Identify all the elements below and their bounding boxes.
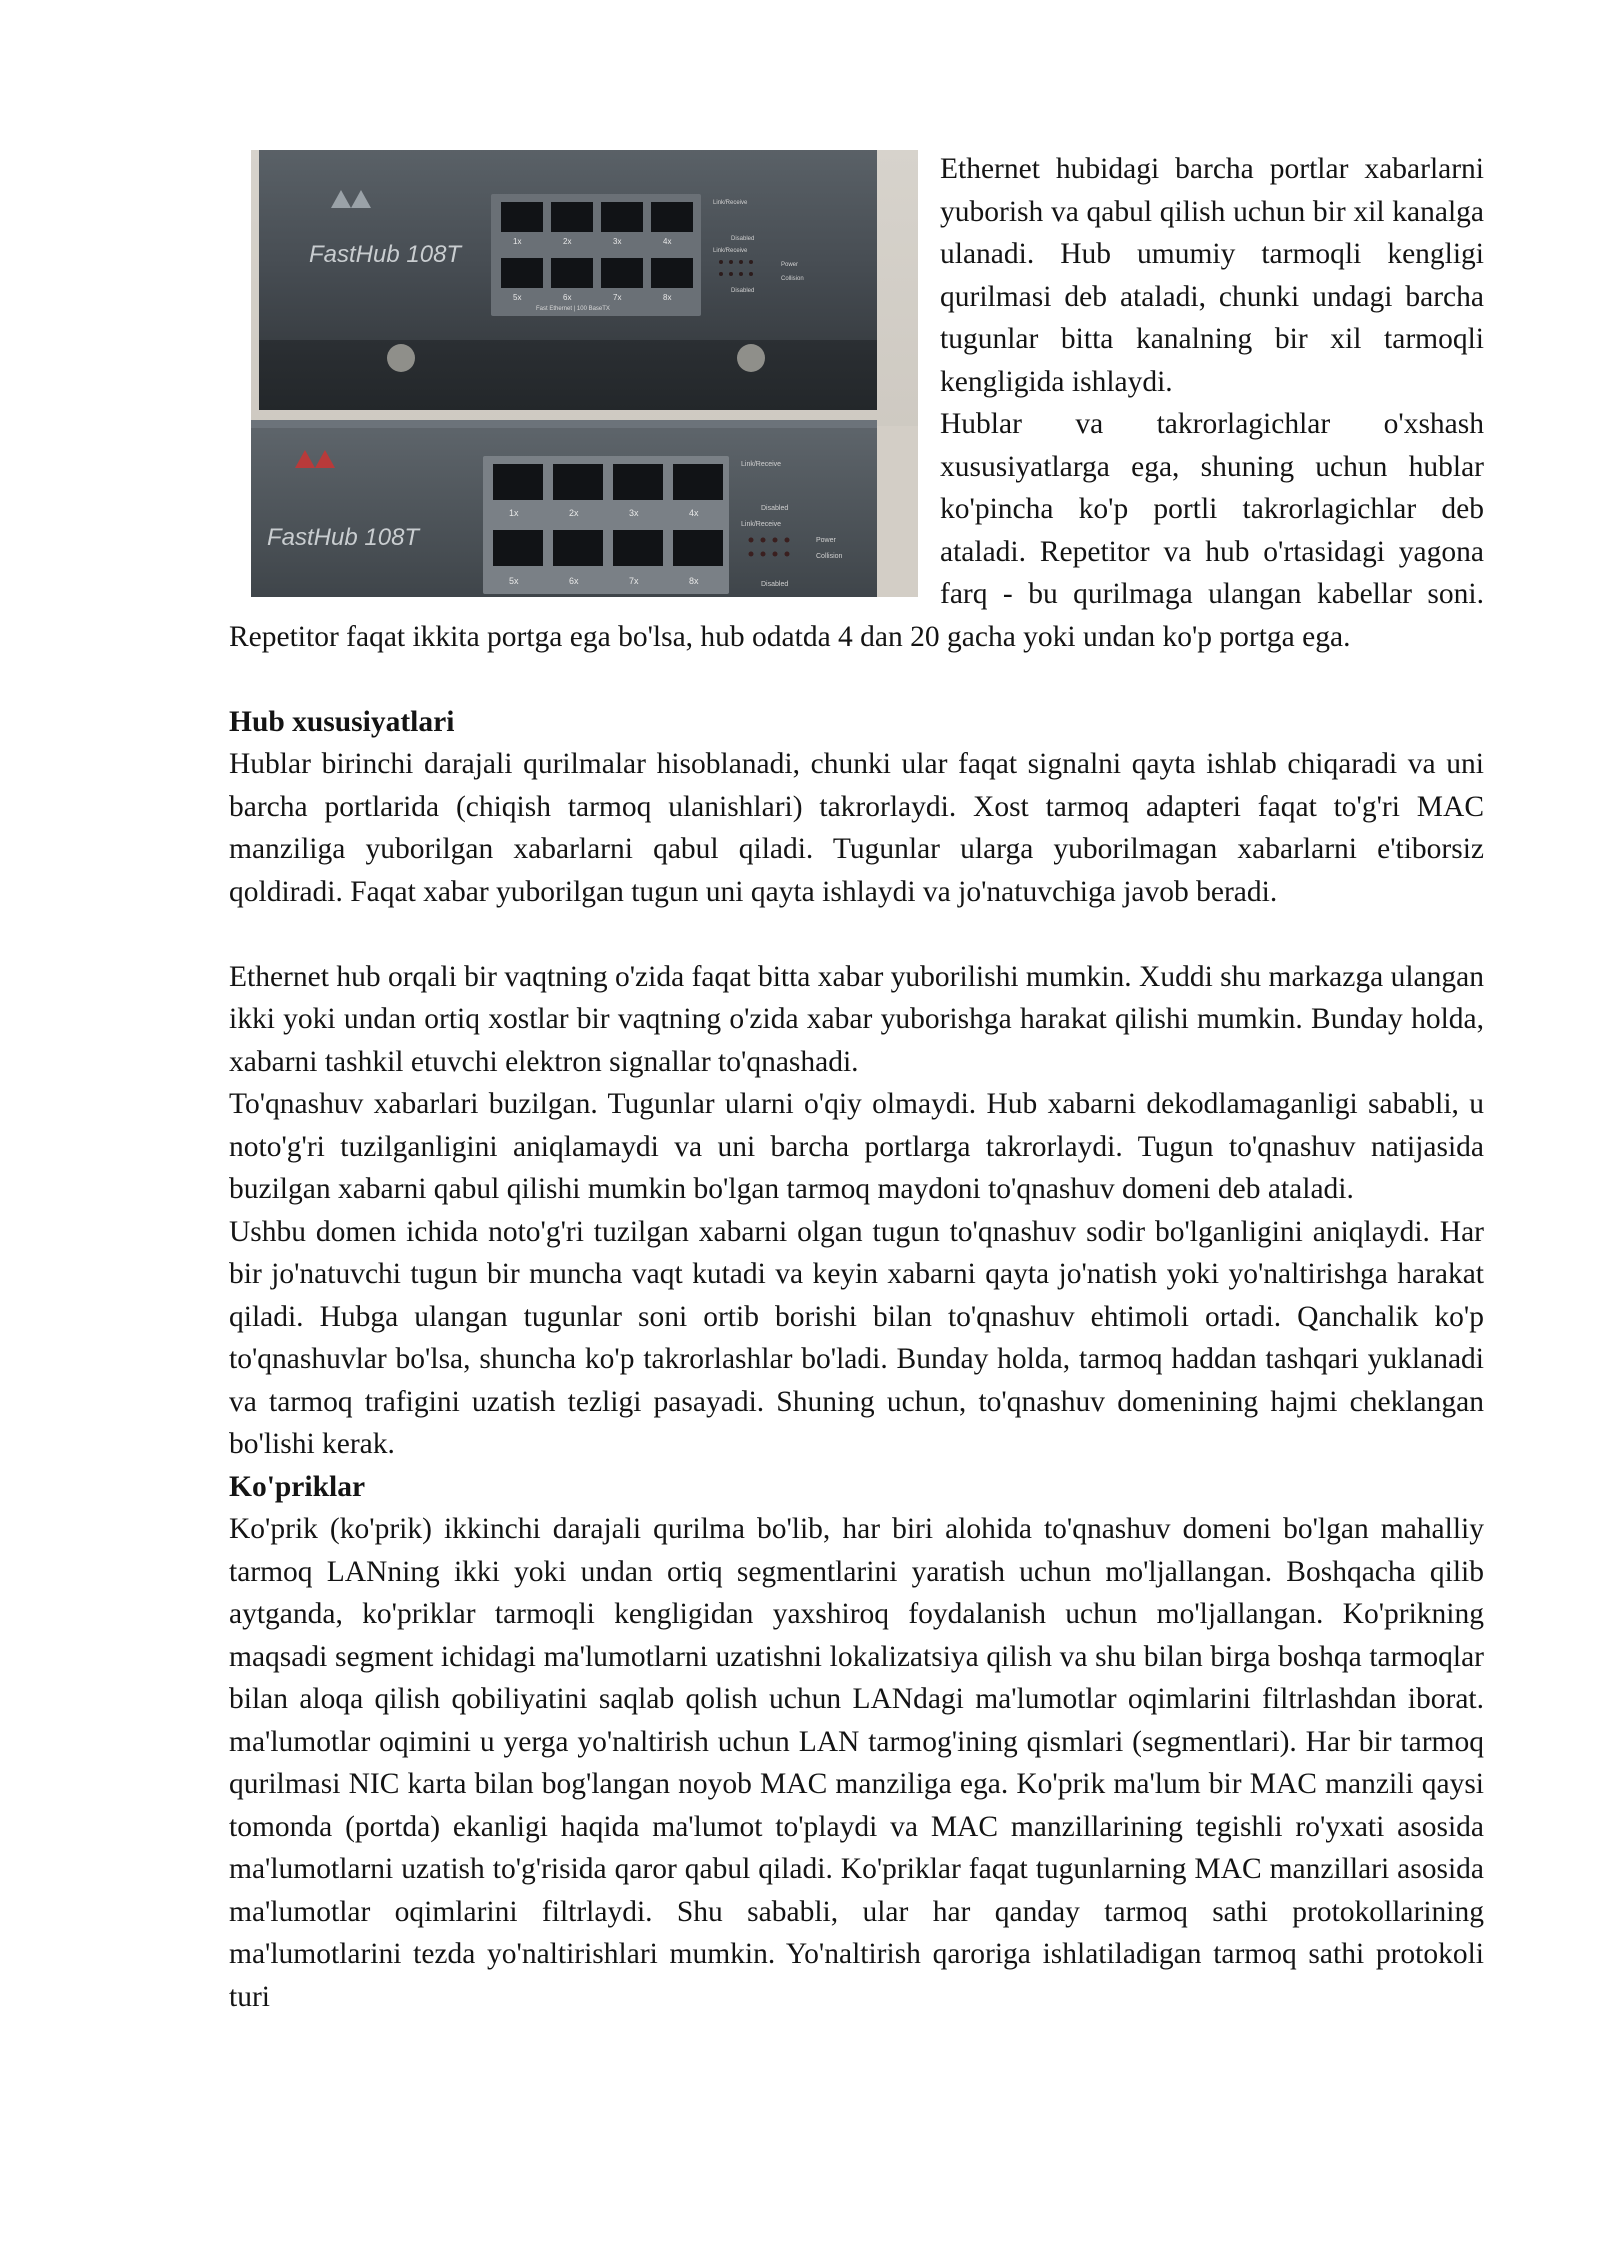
port-label: 5x — [513, 293, 522, 302]
status-label: Power — [781, 262, 799, 268]
status-label: Collision — [781, 276, 804, 282]
port-label: 8x — [689, 576, 699, 586]
port-label: 4x — [663, 237, 672, 246]
port-label: 4x — [689, 508, 699, 518]
port-label: 7x — [613, 293, 622, 302]
spacer — [229, 658, 1484, 701]
status-label: Power — [816, 537, 836, 544]
hub-paragraph-3: To'qnashuv xabarlari buzilgan. Tugunlar ularni o'qiy olmaydi. Hub xabarni dekodlamaganligi sababli, u noto'g'ri tuzilganligini aniqlamaydi va uni barcha portlarga takrorlaydi. Tugun to'qnashuv natijasida buzilgan xabarni qabul qilishi mumkin bo'lgan tarmoq maydoni to'qnashuv domeni deb ataladi. — [229, 1088, 1484, 1205]
port-label: 1x — [509, 508, 519, 518]
port-label: 2x — [563, 237, 572, 246]
port-label: 3x — [629, 508, 639, 518]
foot-left — [387, 344, 415, 372]
top-device-label: FastHub 108T — [309, 241, 462, 268]
hub-paragraph-1: Hublar birinchi darajali qurilmalar hisoblanadi, chunki ular faqat signalni qayta ishlab chiqaradi va uni barcha portlarida (chiqish tarmoq ulanishlari) takrorlaydi. Xost tarmoq adapteri faqat to'g'ri MAC manziliga yuborilgan xabarlarni qabul qiladi. Tugunlar ularga yuborilmagan xabarlarni e'tiborsiz qoldiradi. Faqat xabar yuborilgan tugun uni qayta ishlaydi va jo'natuvchiga javob beradi. — [229, 748, 1484, 908]
bottom-hub-device — [251, 420, 918, 597]
bottom-device-label: FastHub 108T — [267, 524, 420, 551]
status-label: Link/Receive — [741, 461, 782, 468]
hub-photo — [251, 150, 918, 597]
foot-right — [737, 344, 765, 372]
port-label: 7x — [629, 576, 639, 586]
intro-paragraph-2: Hublar va takrorlagichlar o'xshash xususiyatlarga ega, shuning uchun hublar ko'pincha ko'p portli takrorlagichlar deb ataladi. Repetitor va hub o'rtasidagi yagona farq - bu qurilmaga ulangan kabellar soni. Repetitor faqat ikkita portga ega bo'lsa, hub odatda 4 dan 20 gacha yoki undan ko'p portga ega. — [229, 408, 1484, 653]
hub-section-heading: Hub xususiyatlari — [229, 705, 455, 738]
port-label: 6x — [563, 293, 572, 302]
port-label: 2x — [569, 508, 579, 518]
port-label: 5x — [509, 576, 519, 586]
status-label: Link/Receive — [713, 200, 748, 206]
hub-paragraph-2: Ethernet hub orqali bir vaqtning o'zida faqat bitta xabar yuborilishi mumkin. Xuddi shu markazga ulangan ikki yoki undan ortiq xostlar bir vaqtning o'zida xabar yuborishga harakat qilishi mumkin. Bunday holda, xabarni tashkil etuvchi elektron signallar to'qnashadi. — [229, 960, 1484, 1078]
hub-paragraph-4: Ushbu domen ichida noto'g'ri tuzilgan xabarni olgan tugun to'qnashuv sodir bo'lganligini aniqlaydi. Har bir jo'natuvchi tugun bir muncha vaqt kutadi va keyin xabarni qayta jo'natish yoki yo'naltirishga harakat qiladi. Hubga ulangan tugunlar soni ortib borishi bilan to'qnashuv ehtimoli ortadi. Qanchalik ko'p to'qnashuvlar bo'lsa, shuncha ko'p takrorlashlar bo'ladi. Bunday holda, tarmoq haddan tashqari yuklanadi va tarmoq trafigini uzatish tezligi pasayadi. Shuning uchun, to'qnashuv domenining hajmi cheklangan bo'lishi kerak. — [229, 1215, 1484, 1460]
bridge-paragraph-1: Ko'prik (ko'prik) ikkinchi darajali qurilma bo'lib, har biri alohida to'qnashuv domeni bo'lgan mahalliy tarmoq LANning ikki yoki undan ortiq segmentlarini yaratish uchun mo'ljallangan. Boshqacha qilib aytganda, ko'priklar tarmoqli kengligidan yaxshiroq foydalanish uchun mo'ljallangan. Ko'prikning maqsadi segment ichidagi ma'lumotlarni uzatishni lokalizatsiya qilish va shu bilan birga boshqa tarmoqlar bilan aloqa qilish qobiliyatini saqlab qolish uchun LANdagi ma'lumotlar oqimlarini filtrlashdan iborat. ma'lumotlar oqimini u yerga yo'naltirish uchun LAN tarmog'ining qismlari (segmentlari). Har bir tarmoq qurilmasi NIC karta bilan bog'langan noyob MAC manziliga ega. Ko'prik ma'lum bir MAC manzili qaysi tomonda (portda) ekanligi haqida ma'lumot to'playdi va MAC manzillarining tegishli ro'yxati asosida ma'lumotlarni uzatish to'g'risida qaror qabul qiladi. Ko'priklar faqat tugunlarning MAC manzillari asosida ma'lumotlar oqimlarini filtrlaydi. Shu sababli, ular har qanday tarmoq sathi protokollarining ma'lumotlarini tezda yo'naltirishlari mumkin. Yo'naltirish qaroriga ishlatiladigan tarmoq sathi protokoli turi — [229, 1513, 1484, 2013]
bridge-section-heading: Ko'priklar — [229, 1470, 366, 1503]
document-body — [229, 148, 1484, 2018]
bottom-port-panel — [483, 456, 729, 594]
status-label: Link/Receive — [713, 248, 748, 254]
status-label: Collision — [816, 553, 843, 560]
port-label: 6x — [569, 576, 579, 586]
intro-paragraph-1: Ethernet hubidagi barcha portlar xabarlarni yuborish va qabul qilish uchun bir xil kanalga ulanadi. Hub umumiy tarmoqli kengligi qurilmasi deb ataladi, chunki undagi barcha tugunlar bitta kanalning bir xil tarmoqli kengligida ishlaydi. — [940, 153, 1484, 398]
spacer — [229, 913, 1484, 956]
status-label: Disabled — [731, 288, 755, 294]
hub-photo-image — [251, 150, 918, 597]
status-label: Disabled — [761, 505, 789, 512]
top-port-panel — [491, 194, 701, 316]
port-label: 1x — [513, 237, 522, 246]
port-label: 8x — [663, 293, 672, 302]
status-label: Disabled — [761, 581, 789, 588]
port-label: 3x — [613, 237, 622, 246]
status-label: Disabled — [731, 236, 755, 242]
port-panel-caption: Fast Ethernet | 100 BaseTX — [536, 306, 610, 312]
top-hub-device — [259, 150, 877, 410]
status-label: Link/Receive — [741, 521, 782, 528]
